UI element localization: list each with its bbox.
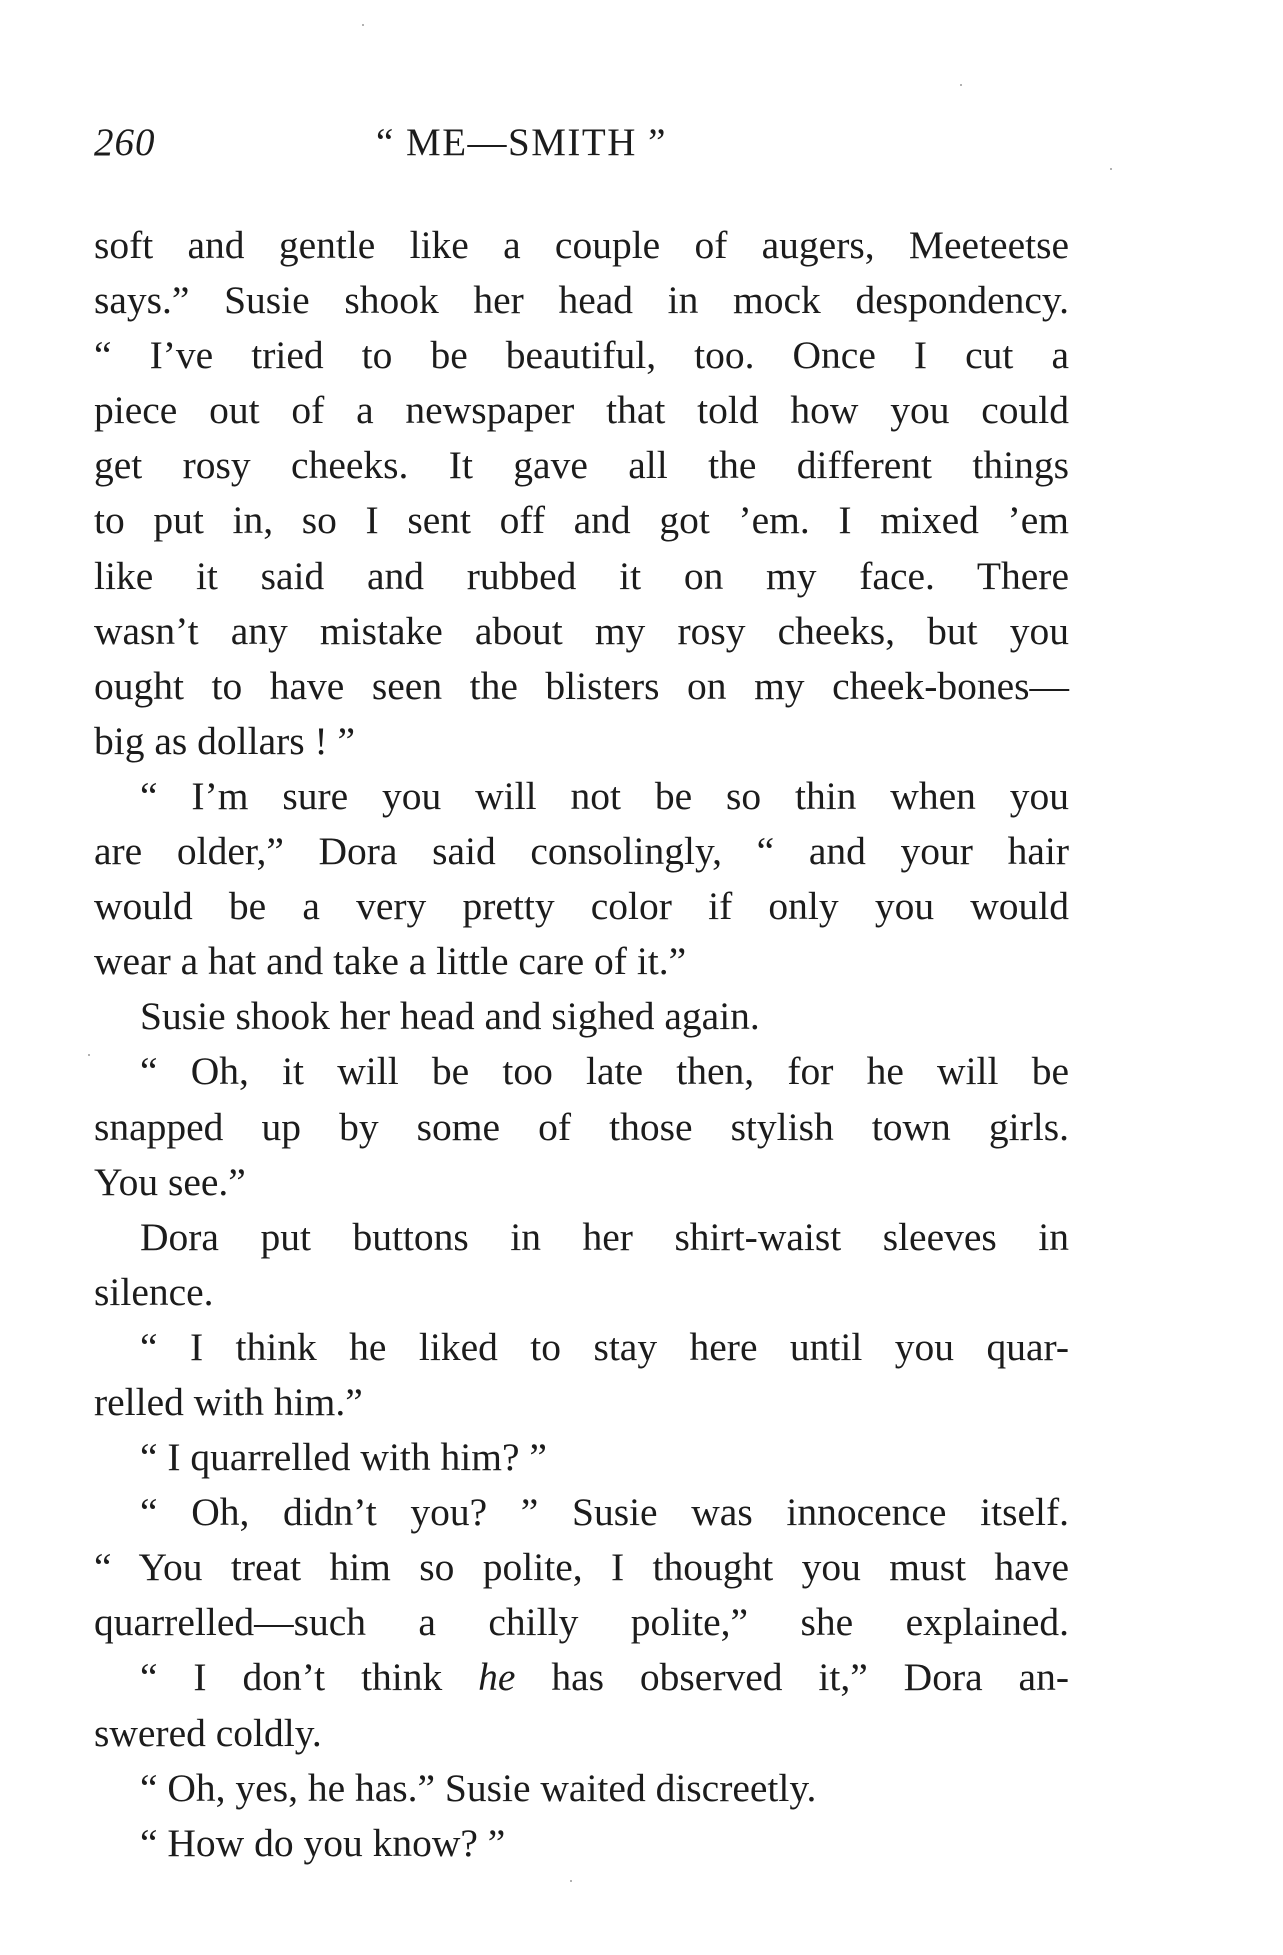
text-line: snapped up by some of those stylish town girls. xyxy=(94,1104,1069,1149)
text-line: get rosy cheeks. It gave all the different things xyxy=(94,443,1069,488)
text-line: “ How do you know? ” xyxy=(140,1820,506,1865)
running-title: “ ME—SMITH ” xyxy=(376,121,667,164)
text-line: “ Oh, yes, he has.” Susie waited discreetly. xyxy=(140,1765,817,1810)
text-line: to put in, so I sent off and got ’em. I mixed ’em xyxy=(94,498,1069,543)
text-line: “ I quarrelled with him? ” xyxy=(140,1435,547,1480)
paper-speck xyxy=(570,1880,572,1882)
text-line: says.” Susie shook her head in mock despondency. xyxy=(94,278,1069,323)
body-text xyxy=(94,218,1069,1871)
text-line: “ I’m sure you will not be so thin when you xyxy=(140,773,1069,818)
text-line: “ I think he liked to stay here until you quar- xyxy=(140,1324,1069,1369)
text-line: “ I don’t think he has observed it,” Dora an- xyxy=(140,1655,1069,1700)
text-line: “ Oh, it will be too late then, for he will be xyxy=(140,1049,1069,1094)
text-line: would be a very pretty color if only you would xyxy=(94,884,1069,929)
text-line: wasn’t any mistake about my rosy cheeks, but you xyxy=(94,608,1069,653)
page-number: 260 xyxy=(94,121,156,164)
paper-speck xyxy=(362,24,364,26)
text-line: You see.” xyxy=(94,1159,246,1204)
text-line: Dora put buttons in her shirt-waist sleeves in xyxy=(140,1214,1069,1259)
paper-speck xyxy=(1110,168,1112,170)
paper-speck xyxy=(960,84,962,86)
text-line: big as dollars ! ” xyxy=(94,718,356,763)
text-line: swered coldly. xyxy=(94,1710,322,1755)
text-line: like it said and rubbed it on my face. There xyxy=(94,553,1069,598)
text-line: Susie shook her head and sighed again. xyxy=(140,994,760,1039)
text-line: soft and gentle like a couple of augers, Meeteetse xyxy=(94,223,1069,267)
text-line: wear a hat and take a little care of it.” xyxy=(94,939,687,984)
text-line: are older,” Dora said consolingly, “ and your hair xyxy=(94,829,1069,874)
text-line: quarrelled—such a chilly polite,” she explained. xyxy=(94,1600,1069,1645)
text-line: piece out of a newspaper that told how you could xyxy=(94,388,1069,433)
text-line: “ You treat him so polite, I thought you must have xyxy=(94,1545,1069,1590)
text-line: ought to have seen the blisters on my cheek-bones— xyxy=(94,663,1069,708)
text-line: “ I’ve tried to be beautiful, too. Once I cut a xyxy=(94,333,1069,378)
emphasis: he xyxy=(478,1655,516,1700)
text-line: “ Oh, didn’t you? ” Susie was innocence itself. xyxy=(140,1490,1069,1535)
running-head xyxy=(94,118,1094,168)
paper-speck xyxy=(88,1054,90,1056)
text-line: relled with him.” xyxy=(94,1379,363,1424)
text-line: silence. xyxy=(94,1269,214,1314)
